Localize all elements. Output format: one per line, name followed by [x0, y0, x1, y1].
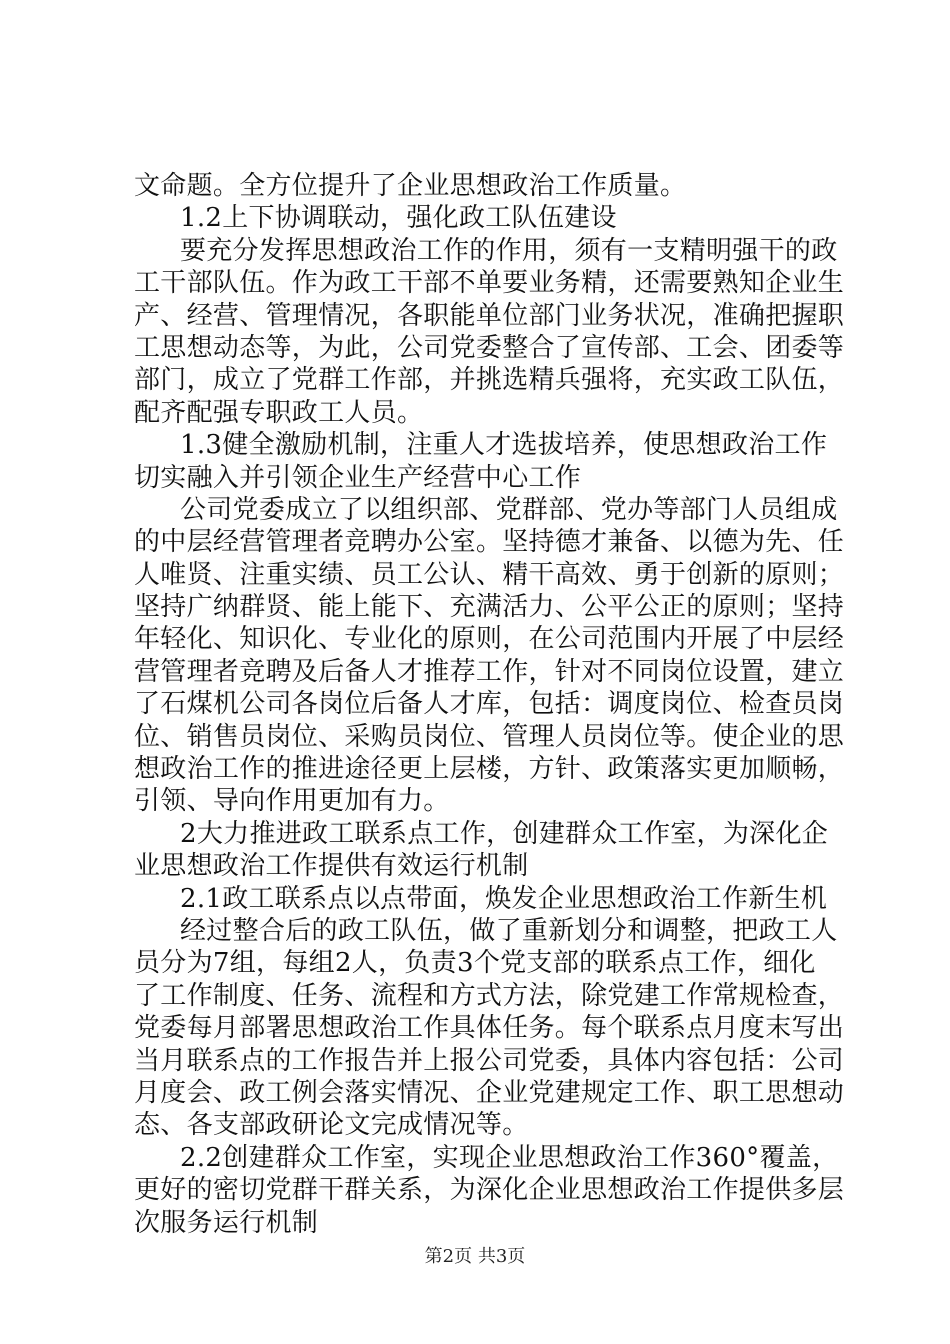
text-line: 当月联系点的工作报告并上报公司党委，具体内容包括：公司: [134, 1045, 845, 1076]
text-line: 月度会、政工例会落实情况、企业党建规定工作、职工思想动: [134, 1077, 845, 1108]
text-line: 想政治工作的推进途径更上层楼，方针、政策落实更加顺畅，: [134, 754, 845, 785]
text-line: 次服务运行机制: [134, 1207, 319, 1238]
text-line: 切实融入并引领企业生产经营中心工作: [134, 462, 582, 493]
text-line: 引领、导向作用更加有力。: [134, 786, 450, 817]
text-line: 经过整合后的政工队伍，做了重新划分和调整，把政工人: [180, 915, 838, 946]
text-line: 业思想政治工作提供有效运行机制: [134, 851, 529, 882]
text-line: 2大力推进政工联系点工作，创建群众工作室，为深化企: [180, 818, 829, 849]
text-line: 更好的密切党群干群关系，为深化企业思想政治工作提供多层: [134, 1175, 845, 1206]
text-line: 2.1政工联系点以点带面，焕发企业思想政治工作新生机: [180, 883, 828, 914]
text-line: 了工作制度、任务、流程和方式方法，除党建工作常规检查，: [134, 980, 845, 1011]
text-line: 1.3健全激励机制，注重人才选拔培养，使思想政治工作: [180, 430, 828, 461]
text-line: 工干部队伍。作为政工干部不单要业务精，还需要熟知企业生: [134, 268, 845, 299]
text-line: 1.2上下协调联动，强化政工队伍建设: [180, 203, 617, 234]
text-line: 公司党委成立了以组织部、党群部、党办等部门人员组成: [180, 494, 838, 525]
text-line: 要充分发挥思想政治工作的作用，须有一支精明强干的政: [180, 235, 838, 266]
text-line: 党委每月部署思想政治工作具体任务。每个联系点月度末写出: [134, 1013, 845, 1044]
text-line: 营管理者竞聘及后备人才推荐工作，针对不同岗位设置，建立: [134, 656, 845, 687]
text-line: 的中层经营管理者竞聘办公室。坚持德才兼备、以德为先、任: [134, 527, 845, 558]
text-line: 人唯贤、注重实绩、员工公认、精干高效、勇于创新的原则；: [134, 559, 845, 590]
text-line: 坚持广纳群贤、能上能下、充满活力、公平公正的原则；坚持: [134, 592, 845, 623]
text-line: 员分为7组，每组2人，负责3个党支部的联系点工作，细化: [134, 948, 816, 979]
text-line: 产、经营、管理情况，各职能单位部门业务状况，准确把握职: [134, 300, 845, 331]
text-line: 配齐配强专职政工人员。: [134, 397, 424, 428]
text-line: 2.2创建群众工作室，实现企业思想政治工作360°覆盖，: [180, 1142, 839, 1173]
document-body: [134, 170, 845, 1239]
text-line: 工思想动态等，为此，公司党委整合了宣传部、工会、团委等: [134, 332, 845, 363]
page-number-footer: 第2页 共3页: [424, 1246, 526, 1267]
text-line: 年轻化、知识化、专业化的原则，在公司范围内开展了中层经: [134, 624, 845, 655]
text-line: 文命题。全方位提升了企业思想政治工作质量。: [134, 171, 687, 201]
text-line: 了石煤机公司各岗位后备人才库，包括：调度岗位、检查员岗: [134, 689, 845, 720]
text-line: 部门，成立了党群工作部，并挑选精兵强将，充实政工队伍，: [134, 365, 845, 396]
text-line: 位、销售员岗位、采购员岗位、管理人员岗位等。使企业的思: [134, 721, 845, 752]
text-line: 态、各支部政研论文完成情况等。: [134, 1110, 529, 1141]
